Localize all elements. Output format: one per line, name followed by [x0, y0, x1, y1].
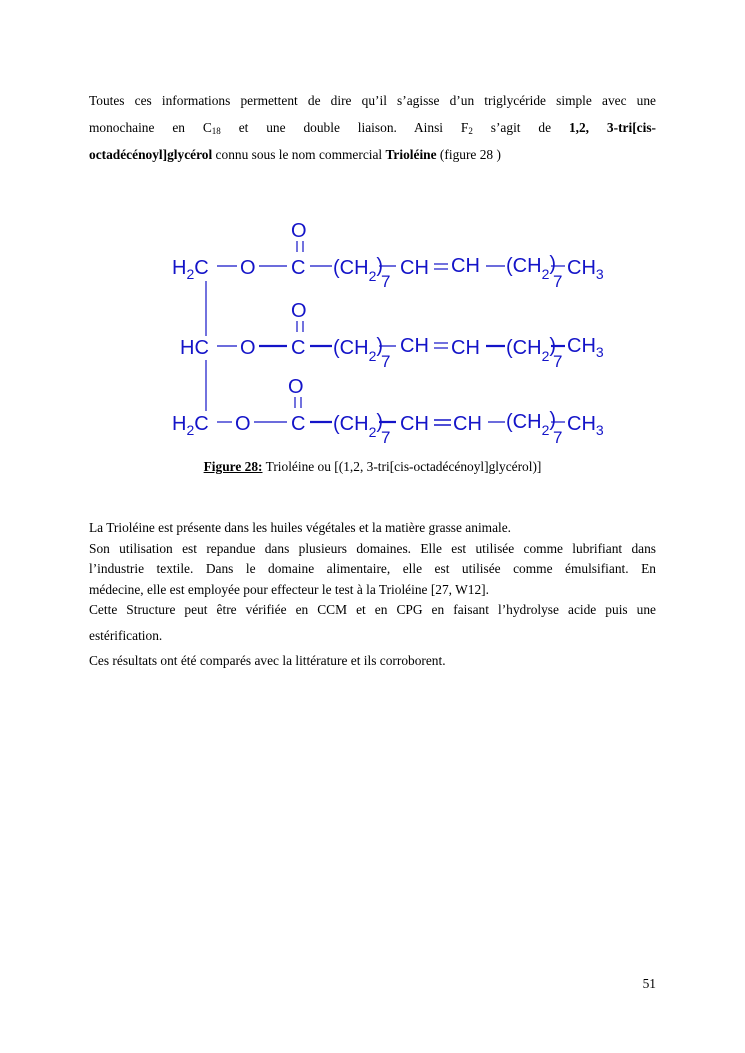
- atom-o-ester-3: O: [235, 413, 251, 435]
- group-ch2-b-1: $(CH_2)$: [506, 253, 557, 282]
- body-line-2: Son utilisation est repandue dans plusieurs domaines. Elle est utilisée comme lubrifiant dans: [89, 540, 656, 556]
- intro-line-1: Toutes ces informations permettent de dire qu’il s’agisse d’un triglycéride simple avec une: [89, 93, 656, 108]
- atom-ch-b-2: CH: [451, 337, 480, 359]
- atom-o-3: O: [288, 376, 304, 398]
- atom-o-1: O: [291, 220, 307, 242]
- atom-ch-a-3: CH: [400, 413, 429, 435]
- intro-line-3: octadécénoyl]glycérol connu sous le nom commercial Trioléine (figure 28 ): [89, 147, 501, 162]
- intro-line-2: monochaine en $C_{18}$ et une double liaison. Ainsi $F_2$ s’agit de 1,2, 3-tri[cis-: [89, 120, 656, 136]
- atom-c-2: C: [291, 337, 306, 359]
- group-ch2-b-2: $(CH_2)$: [506, 335, 557, 364]
- group-ch2-a-2: $(CH_2)$: [333, 335, 384, 364]
- atom-hc-2: HC: [180, 337, 209, 359]
- body-line-1: La Trioléine est présente dans les huiles végétales et la matière grasse animale.: [89, 520, 512, 535]
- group-ch2-a-3: $(CH_2)$: [333, 411, 384, 440]
- index-7-a-1: 7: [381, 272, 391, 291]
- figure-caption: [89, 459, 656, 475]
- atom-o-2: O: [291, 300, 307, 322]
- index-7-b-3: 7: [553, 428, 563, 447]
- atom-o-ester-2: O: [240, 337, 256, 359]
- index-7-b-2: 7: [553, 352, 563, 371]
- atom-c-3: C: [291, 413, 306, 435]
- atom-ch-b-1: CH: [451, 255, 480, 277]
- index-7-a-3: 7: [381, 428, 391, 447]
- intro-paragraph: [89, 87, 656, 168]
- body-line-4: médecine, elle est employée pour effecteur le test à la Trioléine [27, W12].: [89, 581, 489, 597]
- body-line-7: Ces résultats ont été comparés avec la littérature et ils corroborent.: [89, 652, 446, 668]
- group-ch2-b-3: $(CH_2)$: [506, 409, 557, 438]
- atom-ch3-2: $CH_3$: [567, 335, 604, 360]
- atom-h2c-1: $H_2C$: [172, 257, 209, 282]
- atom-h2c-3: $H_2C$: [172, 413, 209, 438]
- triolein-structure-diagram: [160, 215, 630, 455]
- index-7-b-1: 7: [553, 272, 563, 291]
- body-line-3: l’industrie textile. Dans le domaine alimentaire, elle est utilisée comme émulsifiant. En: [89, 561, 656, 576]
- atom-ch3-3: $CH_3$: [567, 413, 604, 438]
- body-line-6: estérification.: [89, 627, 163, 643]
- atom-ch-b-3: CH: [453, 413, 482, 435]
- group-ch2-a-1: $(CH_2)$: [333, 255, 384, 284]
- atom-ch-a-2: CH: [400, 335, 429, 357]
- body-line-5: Cette Structure peut être vérifiée en CCM et en CPG en faisant l’hydrolyse acide puis une: [89, 602, 656, 617]
- atom-c-1: C: [291, 257, 306, 279]
- index-7-a-2: 7: [381, 352, 391, 371]
- atom-o-ester-1: O: [240, 257, 256, 279]
- atom-ch-a-1: CH: [400, 257, 429, 279]
- figure-caption-text: Trioléine ou [(1,2, 3-tri[cis-octadécénoyl]glycérol)]: [262, 459, 542, 474]
- figure-caption-label: Figure 28:: [203, 459, 263, 474]
- body-paragraph: [89, 518, 656, 671]
- page-number: 51: [642, 976, 656, 991]
- atom-ch3-1: $CH_3$: [567, 257, 604, 282]
